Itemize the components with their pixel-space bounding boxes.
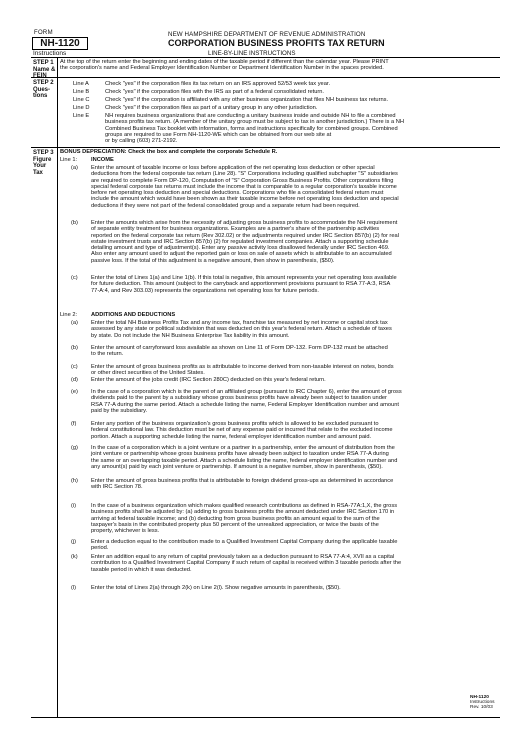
line1-id: Line 1:	[60, 157, 78, 163]
text-line: At the top of the return enter the beginning and ending dates of the taxable period if different than the calendar year. Please PRINT	[60, 59, 389, 65]
text-line: Enter the total of Lines 2(a) through 2(k) on Line 2(l). Show negative amounts in parenthesis, ($50).	[91, 585, 341, 591]
text-line: deductions if they were not part of the federal consolidated group and a separate return had been required.	[91, 202, 360, 209]
item-text	[105, 81, 330, 87]
text-line: passive loss. If the total of this adjustment is a negative amount, then show in parenthesis, ($50).	[91, 257, 335, 264]
text-line: Check "yes" if the corporation files with the IRS as part of a federal consolidated return.	[105, 89, 325, 95]
text-line: Enter the amount of gross business profits as is attributable to income derived from non-taxable interest on notes, bonds	[91, 364, 394, 370]
text-line: Enter any portion of the business organization's gross business profits which is allowed to be excluded pursuant to	[91, 421, 379, 427]
step3-label	[33, 150, 54, 176]
step3-label-line: Your	[33, 163, 47, 169]
text-line: Enter the amount of taxable income or loss before application of the net operating loss deduction or other special	[91, 165, 375, 171]
item-id: (b)	[71, 220, 78, 226]
text-line: period.	[91, 545, 109, 552]
text-line: groups are required to use Form NH-1120-WE which can be obtained from our web site at	[105, 131, 332, 138]
step3-label-line: Tax	[33, 169, 43, 176]
footer-label: Instructions	[470, 700, 495, 705]
text-line: Enter the amount of gross business profits that is attributable to foreign dividend gross-ups as determined in accordance	[91, 478, 394, 484]
text-line: Check "yes" if the corporation is affiliated with any other business organization that files NH business tax returns.	[105, 97, 389, 103]
text-line: NH requires business organizations that are conducting a unitary business inside and outside NH to file a combined	[105, 113, 396, 119]
item-id: (l)	[71, 585, 77, 591]
item-text	[91, 165, 399, 209]
text-line: the corporation's name and Federal Employer Identification Number or Department Identification Number in the spaces provided.	[60, 65, 384, 72]
item-id: (a)	[71, 320, 78, 326]
step1-label	[33, 60, 55, 80]
text-line: special federal corporate tax returns must include the income that is comparable to a regular corporation's taxable income	[91, 183, 397, 190]
item-id: Line C	[73, 97, 90, 103]
footer-form: NH-1120	[470, 695, 489, 700]
text-line: Enter an addition equal to any return of capital previously taken as a deduction pursuant to RSA 77-A:4, XVII as a capital	[91, 554, 395, 560]
text-line: Enter the amount of the jobs credit (IRC Section 280C) deducted on this year's federal return.	[91, 377, 326, 383]
text-line: Enter the total of Lines 1(a) and Line 1(b). If this total is negative, this amount represents your net operating loss available	[91, 275, 397, 281]
bonus-depreciation: BONUS DEPRECIATION: Check the box and complete the corporate Schedule R.	[60, 149, 278, 155]
text-line: taxpayer's basis in the contributed property plus 50 percent of the unrealized appreciation, or twice the basis of the	[91, 521, 379, 528]
text-line: detailing amount and type of adjustment(s). Enter any passive activity loss disallowed federally under IRC Section 469.	[91, 245, 390, 251]
page-subtitle: LINE-BY-LINE INSTRUCTIONS	[208, 50, 296, 57]
text-line: business profits tax return. (A member of the unitary group must be subject to tax in another jurisdiction.) There is a NH	[105, 119, 404, 126]
text-line: Enter a deduction equal to the contribution made to a Qualified Investment Capital Company during the applicable taxable	[91, 539, 398, 545]
column-divider	[57, 58, 58, 717]
item-text	[91, 554, 401, 573]
text-line: RSA 77-A during the same period. Attach a schedule listing the name, Federal Employer Identification number and amount	[91, 401, 399, 408]
form-number: NH-1120	[32, 37, 88, 50]
item-text	[91, 220, 399, 264]
text-line: include the amount which would have been shown as their taxable income before net operating loss deduction and special	[91, 196, 399, 203]
text-line: 77-A:4, and Rev 303.03) represents the organizations net operating loss for future periods.	[91, 287, 319, 294]
item-text	[91, 275, 397, 294]
item-id: (c)	[71, 364, 78, 370]
item-id: Line E	[73, 113, 90, 119]
text-line: assessed by any state or political subdivision that was deducted on this year's federal return. Attach a schedule of taxes	[91, 326, 392, 333]
step1-text	[60, 59, 389, 72]
instructions-label: Instructions	[33, 50, 67, 57]
item-text	[105, 105, 317, 111]
item-text	[91, 345, 388, 358]
item-id: (d)	[71, 377, 78, 383]
text-line: for future deduction. This amount (subject to the carryback and apportionment provisions pursuant to RSA 77-A:3, RSA	[91, 281, 391, 288]
text-line: with IRC Section 78.	[91, 484, 143, 491]
text-line: deductions from the federal corporate tax return (Line 28). "S" Corporations including qualified subchapter "S" subsidiaries	[91, 171, 398, 178]
row-divider	[31, 147, 500, 148]
item-id: (g)	[71, 445, 78, 451]
text-line: or by calling (603) 271-2192.	[105, 138, 178, 144]
item-id: (i)	[71, 503, 77, 509]
form-label: FORM	[34, 30, 53, 36]
item-id: (c)	[71, 275, 78, 281]
item-text	[105, 113, 404, 144]
line2-heading: ADDITIONS AND DEDUCTIONS	[91, 312, 176, 318]
text-line: the same or an overlapping taxable period. Attach a schedule listing the name, federal employer identification number and	[91, 457, 398, 464]
row-divider	[31, 77, 500, 78]
item-text	[91, 364, 394, 377]
text-line: of separate entity treatment for business organizations. Examples are a partner's share of the partnership activities	[91, 226, 380, 233]
step2-label	[33, 80, 54, 100]
step3-label-line: Figure	[33, 156, 52, 163]
text-line: portion. Attach a supporting schedule listing the name, federal employer identification number and amount paid.	[91, 433, 372, 440]
text-line: before net operating loss deduction and special deductions. Corporations who file a consolidated federal return must	[91, 190, 384, 196]
item-id: (b)	[71, 345, 78, 351]
item-id: Line D	[73, 105, 90, 111]
step2-label-line: tions	[33, 93, 48, 99]
text-line: or other direct securities of the United States.	[91, 370, 205, 377]
item-id: (j)	[71, 539, 77, 545]
text-line: Also enter any amount used to adjust the reported gain or loss on sale of assets which is attributable to an accumulated	[91, 251, 392, 258]
text-line: by state. Do not include the NH Business Enterprise Tax liability in this amount.	[91, 332, 290, 339]
text-line: paid by the subsidiary.	[91, 407, 148, 414]
text-line: Enter the amount of carryforward loss available as shown on Line 11 of Form DP-132. Form DP-132 must be attached	[91, 345, 388, 351]
text-line: to the return.	[91, 351, 124, 358]
footer-rev: Rev. 10/03	[470, 705, 493, 710]
step1-label-line: STEP 1	[33, 60, 54, 66]
item-text	[91, 445, 397, 470]
item-text	[105, 97, 388, 103]
text-line: Enter the amounts which arise from the necessity of adjusting gross business profits to accommodate the NH requirement	[91, 220, 398, 226]
text-line: arriving at federal taxable income; and (b) deducting from gross business profits an amount equal to the sum of the	[91, 515, 380, 522]
step1-label-line: FEIN	[33, 73, 47, 79]
text-line: reported on the federal corporate tax return (Rev 302.02) or the adjustments required under IRC Section 857(b) (2) for real	[91, 232, 399, 239]
step2-label-line: Ques-	[33, 86, 51, 93]
text-line: joint venture or partnership whose gross business profits have already been subject to taxation under RSA 77-A during	[91, 451, 389, 458]
item-id: Line A	[73, 81, 89, 87]
text-line: Check "yes" if the corporation files its tax return on an IRS approved 52/53 week tax year.	[105, 81, 331, 87]
page-footer	[470, 695, 495, 710]
text-line: any amount(s) paid by each joint venture or partnership. If amount is a negative number, show in parenthesis, ($50).	[91, 463, 383, 470]
text-line: Enter the total NH Business Profits Tax and any income tax, franchise tax measured by net income or capital stock tax	[91, 320, 388, 326]
item-id: (h)	[71, 478, 78, 484]
instructions-table	[31, 57, 500, 718]
page-title: CORPORATION BUSINESS PROFITS TAX RETURN	[168, 38, 385, 48]
item-text	[91, 320, 392, 339]
step3-label-line: STEP 3	[33, 150, 54, 156]
item-text	[91, 585, 341, 591]
text-line: are required to complete Form DP-120, Computation of "S" Corporation Gross Business Profits. Other corporations filing	[91, 177, 394, 184]
item-id: (a)	[71, 165, 78, 171]
item-id: (f)	[71, 421, 77, 427]
item-text	[91, 389, 402, 414]
step2-label-line: STEP 2	[33, 80, 54, 86]
text-line: contribution to a Qualified Investment Capital Company if such return of capital is received within 3 taxable periods after the	[91, 560, 402, 567]
text-line: In the case of a corporation which is a joint venture or a partner in a partnership, enter the amount of distribution from the	[91, 445, 395, 451]
text-line: taxable period in which it was deducted.	[91, 566, 192, 573]
item-id: (k)	[71, 554, 78, 560]
step1-label-line: Name &	[33, 66, 56, 73]
line2-id: Line 2:	[60, 312, 78, 318]
text-line: estate investment trusts and IRC Section 857(b) (2) for regulated investment companies. Attach a supporting schedule	[91, 238, 389, 245]
item-id: (e)	[71, 389, 78, 395]
text-line: business profits shall be adjusted by: (a) adding to gross business profits the amount deducted under IRC Section 170 in	[91, 509, 395, 516]
item-text	[91, 539, 397, 552]
item-text	[105, 89, 324, 95]
line1-heading: INCOME	[91, 157, 114, 163]
text-line: In the case of a business organization which makes qualified research contributions as defined in RSA-77A:1,X, the gross	[91, 503, 398, 509]
text-line: property, whichever is less.	[91, 528, 160, 534]
agency-name: NEW HAMPSHIRE DEPARTMENT OF REVENUE ADMINISTRATION	[168, 31, 366, 38]
item-text	[91, 478, 393, 491]
item-text	[91, 377, 326, 383]
item-id: Line B	[73, 89, 90, 95]
text-line: Check "yes" if the corporation files as part of a unitary group in any other jurisdiction.	[105, 105, 318, 111]
item-text	[91, 421, 393, 440]
text-line: In the case of a corporation which is the parent of an affiliated group (pursuant to IRC Chapter 6), enter the amount of gross	[91, 389, 402, 395]
text-line: dividends paid to the parent by a subsidiary whose gross business profits have already been subject to taxation under	[91, 395, 387, 402]
item-text	[91, 503, 397, 534]
text-line: federal constitutional law. This deduction must be net of any expense paid or incurred that relate to the excluded income	[91, 427, 393, 434]
text-line: Combined Business Tax booklet with information, forms and instructions specifically for combined groups. Combined	[105, 125, 398, 132]
